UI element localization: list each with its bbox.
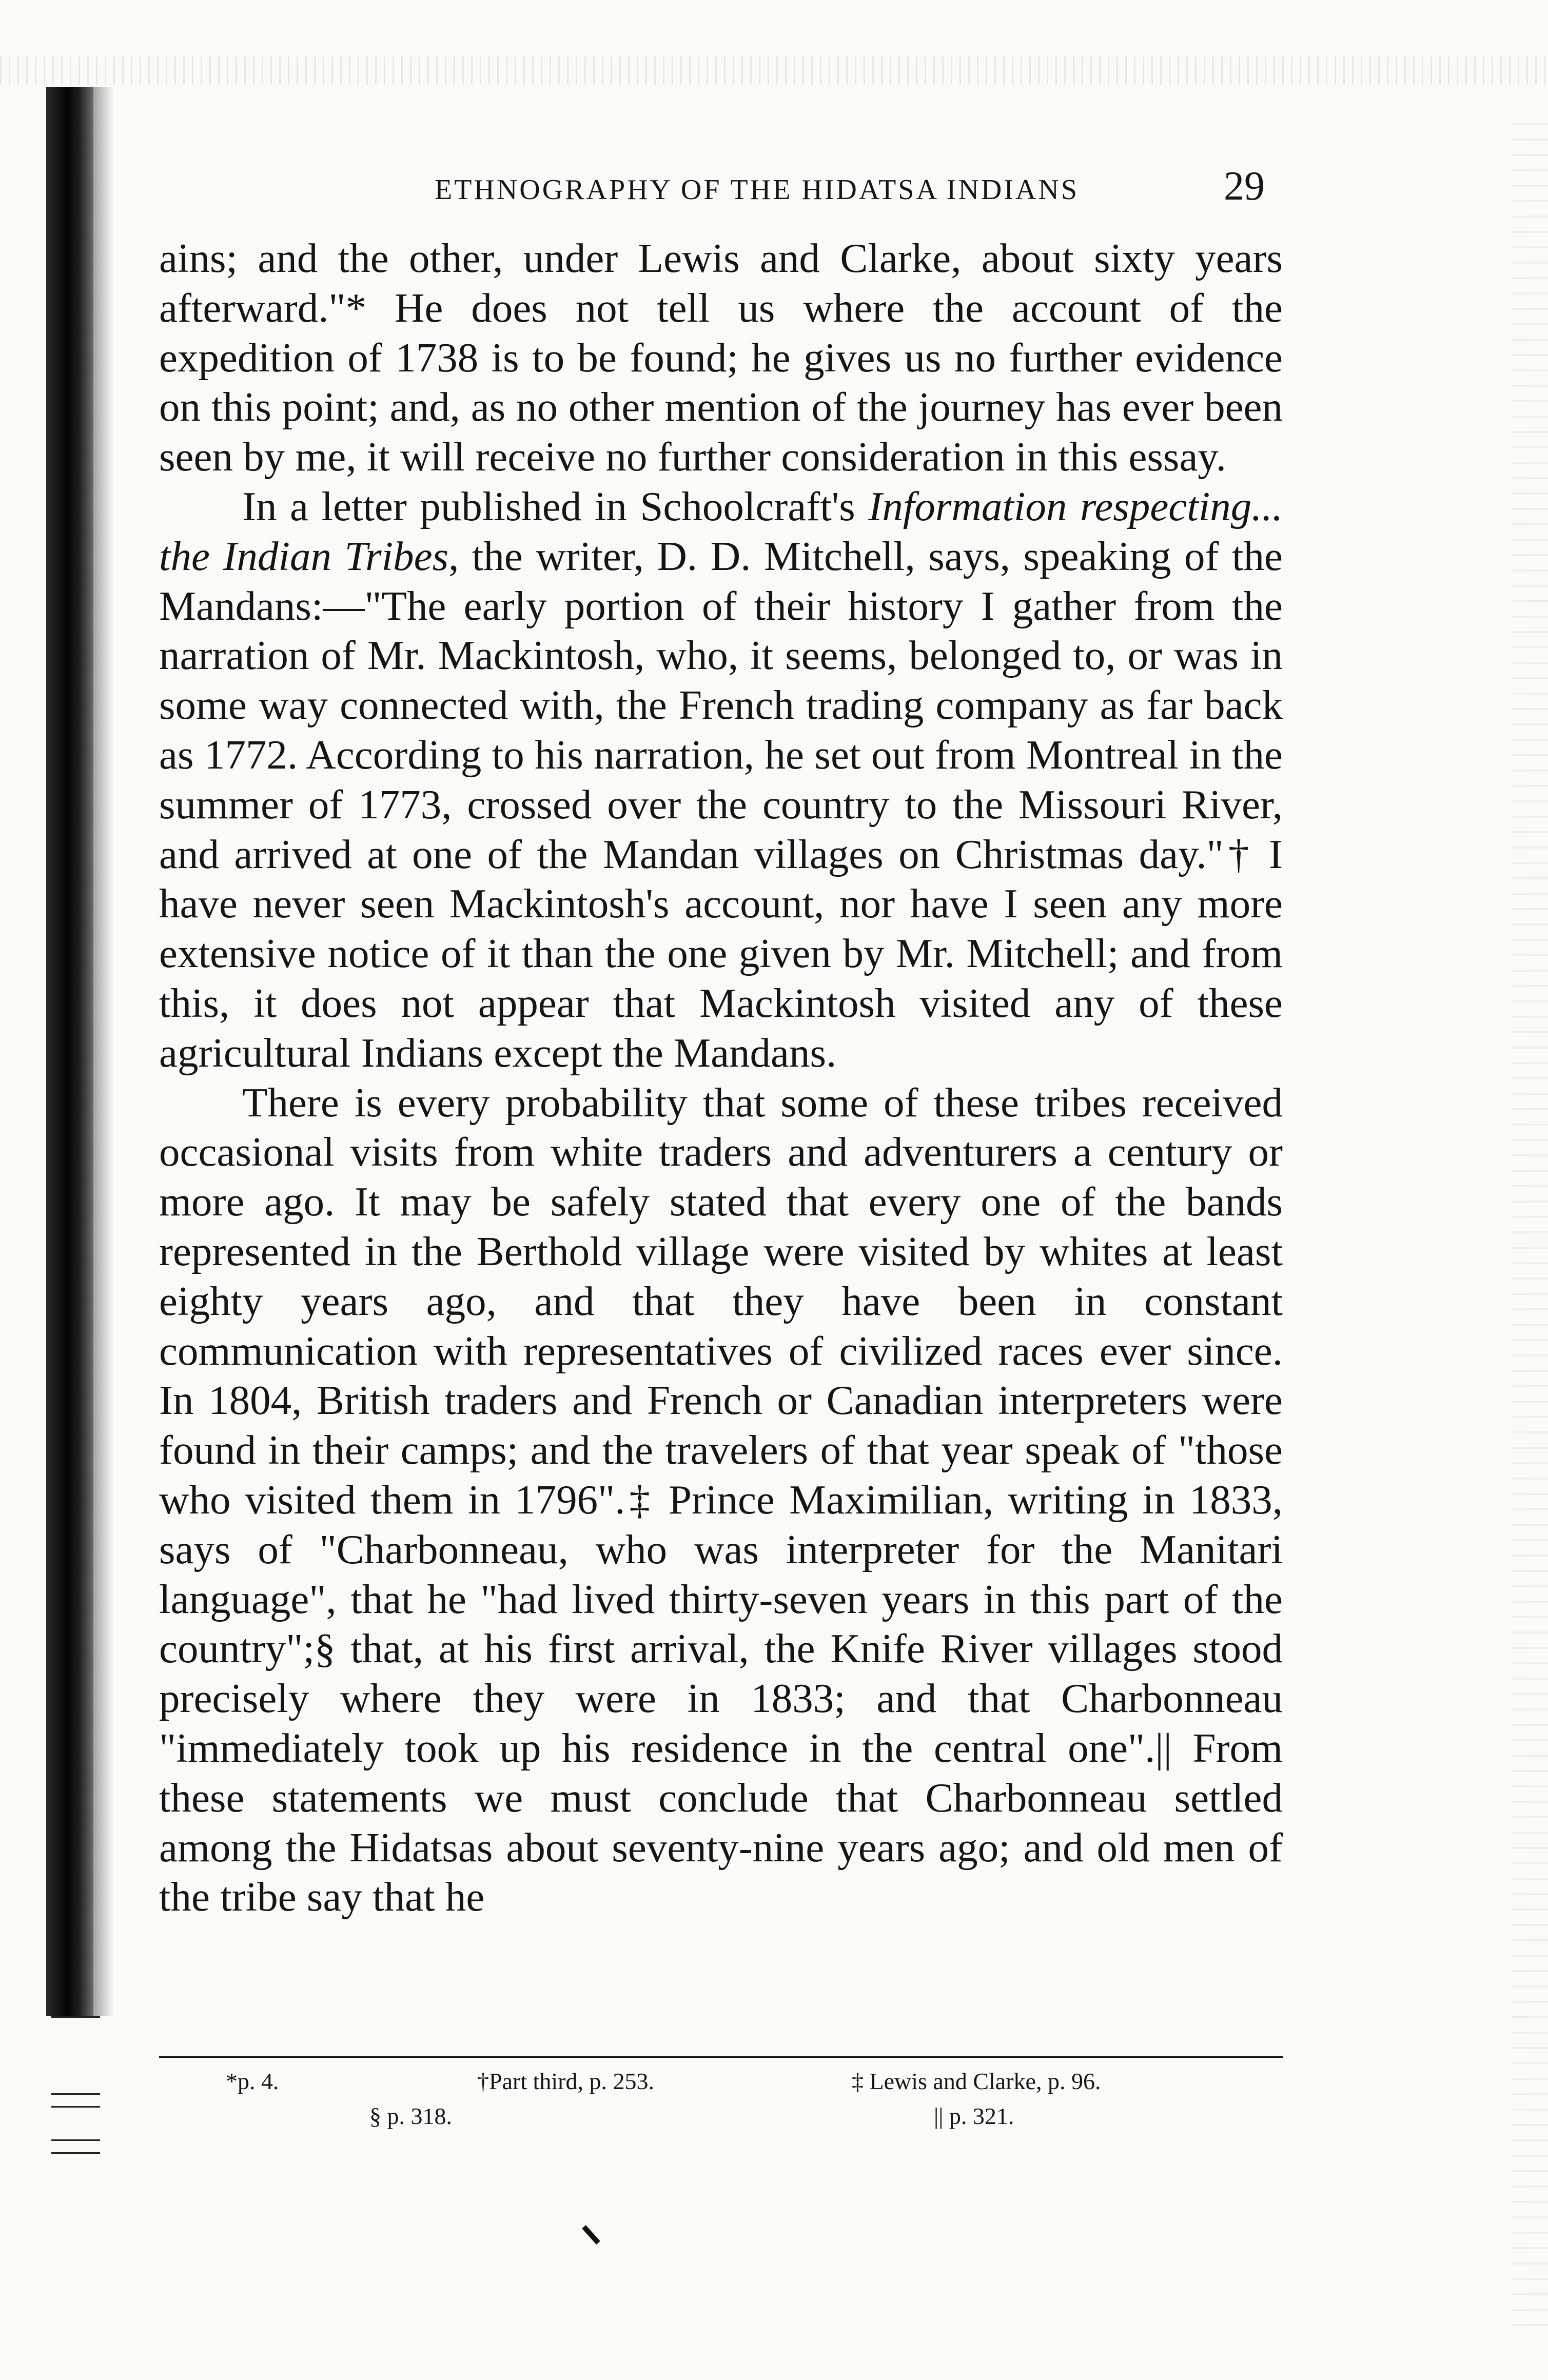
binding-shadow xyxy=(93,87,114,2016)
running-head: ETHNOGRAPHY OF THE HIDATSA INDIANS xyxy=(434,174,1080,206)
scan-top-edge-noise xyxy=(0,56,1548,85)
margin-rule-mark xyxy=(51,2093,100,2095)
paragraph-text: In a letter published in Schoolcraft's xyxy=(242,483,869,529)
paragraph-text: There is every probability that some of these tribes received occasional visits from white traders and adventurers a century or more ago. It may be safely stated that every one of the bands represented in the Berthold village were visited by whites at least eighty years ago, and that they have been in constant communication with representatives of civilized races ever since. In 1804, British traders and French or Canadian interpreters were found in their camps; and the travelers of that year speak of "those who visited them in 1796".‡ Prince Maximilian, writing in 1833, says of "Charbonneau, who was interpreter for the Manitari language", that he "had lived thirty-seven years in this part of the country";§ that, at his first arrival, the Knife River villages stood precisely where they were in 1833; and that Charbonneau "immediately took up his residence in the central one".|| From these statements we must conclude that Charbonneau settled among the Hidatsas about seventy-nine years ago; and old men of the tribe say that he xyxy=(159,1079,1283,1920)
footnote-star: *p. 4. xyxy=(226,2068,279,2094)
page-number: 29 xyxy=(1224,164,1265,209)
footnote-section: § p. 318. xyxy=(369,2103,452,2129)
footnote-dagger: †Part third, p. 253. xyxy=(477,2068,654,2094)
scan-right-edge-noise xyxy=(1512,123,1548,2329)
publication-title: Information respecting... the Indian Tribes xyxy=(159,483,1283,579)
footnote-rule xyxy=(159,2056,1283,2058)
paragraph xyxy=(159,1078,1283,1922)
margin-rule-mark xyxy=(51,2152,100,2154)
paragraph xyxy=(159,233,1283,482)
body-text xyxy=(159,233,1283,1922)
margin-rule-mark xyxy=(51,2139,100,2141)
paragraph-text: , the writer, D. D. Mitchell, says, speaking of the Mandans:—"The early portion of their history I gather from the narration of Mr. Mackintosh, who, it seems, belonged to, or was in some way connected with, the French trading company as far back as 1772. According to his narration, he set out from Montreal in the summer of 1773, crossed over the country to the Missouri River, and arrived at one of the Mandan villages on Christmas day."† I have never seen Mackintosh's account, nor have I seen any more extensive notice of it than the one given by Mr. Mitchell; and from this, it does not appear that Mackintosh visited any of these agricultural Indians except the Mandans. xyxy=(159,533,1283,1076)
margin-rule-mark xyxy=(51,2106,100,2108)
footnote-parallel: || p. 321. xyxy=(934,2103,1014,2129)
footnote-double-dagger: ‡ Lewis and Clarke, p. 96. xyxy=(852,2068,1101,2094)
paragraph xyxy=(159,482,1283,1078)
book-binding-edge xyxy=(46,87,93,2016)
paragraph-text: ains; and the other, under Lewis and Clarke, about sixty years afterward."* He does not tell us where the account of the expedition of 1738 is to be found; he gives us no further evidence on this point; and, as no other mention of the journey has ever been seen by me, it will receive no further consideration in this essay. xyxy=(159,235,1283,480)
margin-rule-mark xyxy=(51,2016,100,2018)
